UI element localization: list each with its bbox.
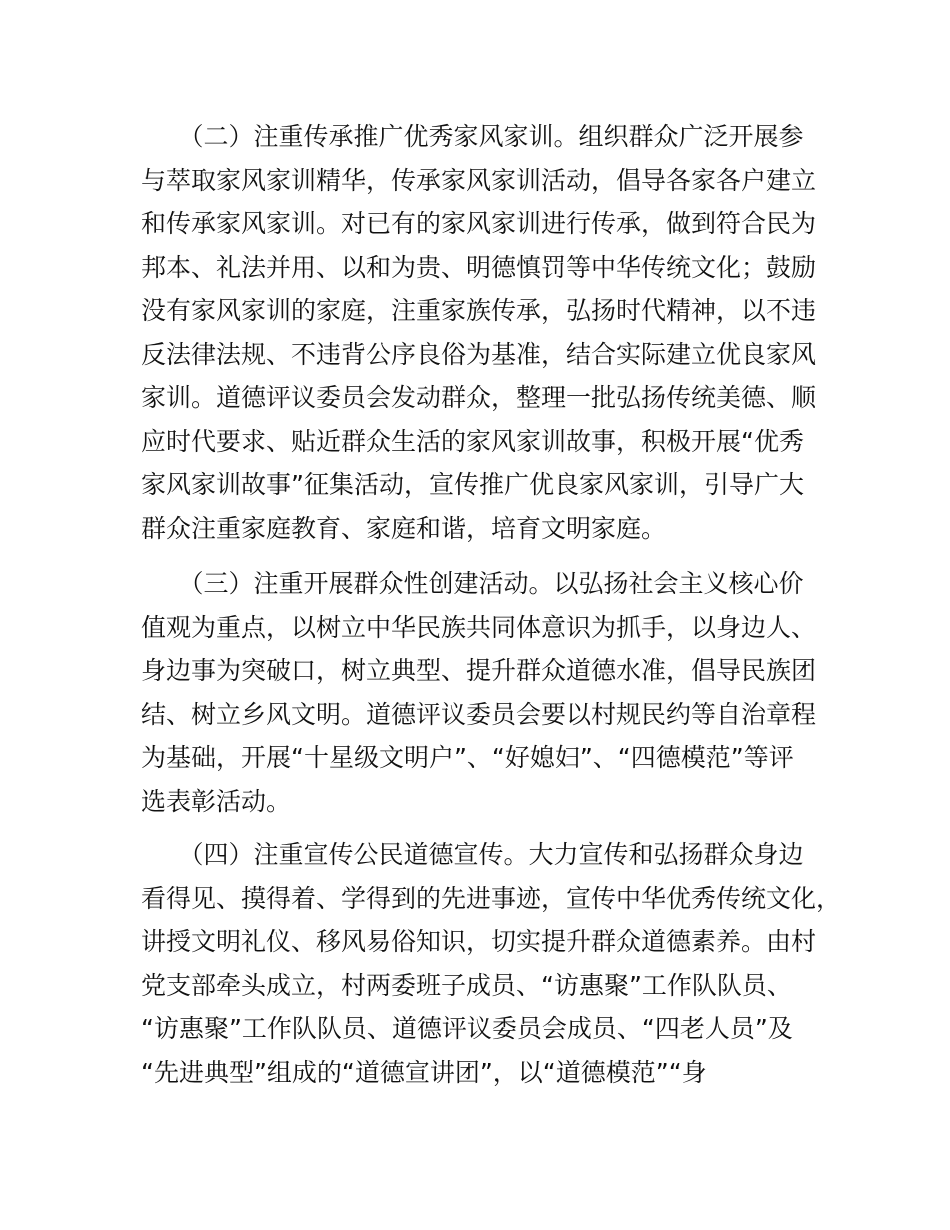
paragraph-line: 与萃取家风家训精华，传承家风家训活动，倡导各家各户建立 <box>141 165 817 195</box>
paragraph-line: （三）注重开展群众性创建活动。以弘扬社会主义核心价 <box>141 569 804 598</box>
paragraph-line: 看得见、摸得着、学得到的先进事迹，宣传中华优秀传统文化， <box>141 883 842 913</box>
paragraph-line: 和传承家风家训。对已有的家风家训进行传承，做到符合民为 <box>141 209 817 238</box>
paragraph-section-3 <box>141 562 841 823</box>
paragraph-line: 选表彰活动。 <box>141 786 292 816</box>
paragraph-line: 党支部牵头成立，村两委班子成员、“访惠聚”工作队队员、 <box>141 970 792 1000</box>
paragraph-line: 应时代要求、贴近群众生活的家风家训故事，积极开展“优秀 <box>141 426 804 456</box>
paragraph-line: 值观为重点，以树立中华民族共同体意识为抓手，以身边人、 <box>141 612 817 642</box>
paragraph-line: 没有家风家训的家庭，注重家族传承，弘扬时代精神，以不违 <box>141 296 817 325</box>
paragraph-line: 身边事为突破口，树立典型、提升群众道德水准，倡导民族团 <box>141 656 817 685</box>
paragraph-line: （四）注重宣传公民道德宣传。大力宣传和弘扬群众身边 <box>141 840 804 869</box>
paragraph-line: （二）注重传承推广优秀家风家训。组织群众广泛开展参 <box>141 122 804 151</box>
paragraph-line: 家训。道德评议委员会发动群众，整理一批弘扬传统美德、顺 <box>141 383 817 412</box>
paragraph-line: 邦本、礼法并用、以和为贵、明德慎罚等中华传统文化；鼓励 <box>141 252 817 282</box>
paragraph-line: 家风家训故事”征集活动，宣传推广优良家风家训，引导广大 <box>141 470 804 499</box>
paragraph-line: 为基础，开展“十星级文明户”、“好媳妇”、“四德模范”等评 <box>141 743 794 772</box>
paragraph-line: “先进典型”组成的“道德宣讲团”，以“道德模范”“身 <box>141 1057 707 1087</box>
paragraph-line: 群众注重家庭教育、家庭和谐，培育文明家庭。 <box>141 513 667 543</box>
paragraph-line: “访惠聚”工作队队员、道德评议委员会成员、“四老人员”及 <box>141 1014 793 1043</box>
paragraph-line: 讲授文明礼仪、移风易俗知识，切实提升群众道德素养。由村 <box>141 927 817 956</box>
paragraph-section-4 <box>141 833 841 1094</box>
paragraph-section-2 <box>141 115 841 550</box>
paragraph-line: 结、树立乡风文明。道德评议委员会要以村规民约等自治章程 <box>141 699 817 729</box>
paragraph-line: 反法律法规、不违背公序良俗为基准，结合实际建立优良家风 <box>141 339 817 369</box>
